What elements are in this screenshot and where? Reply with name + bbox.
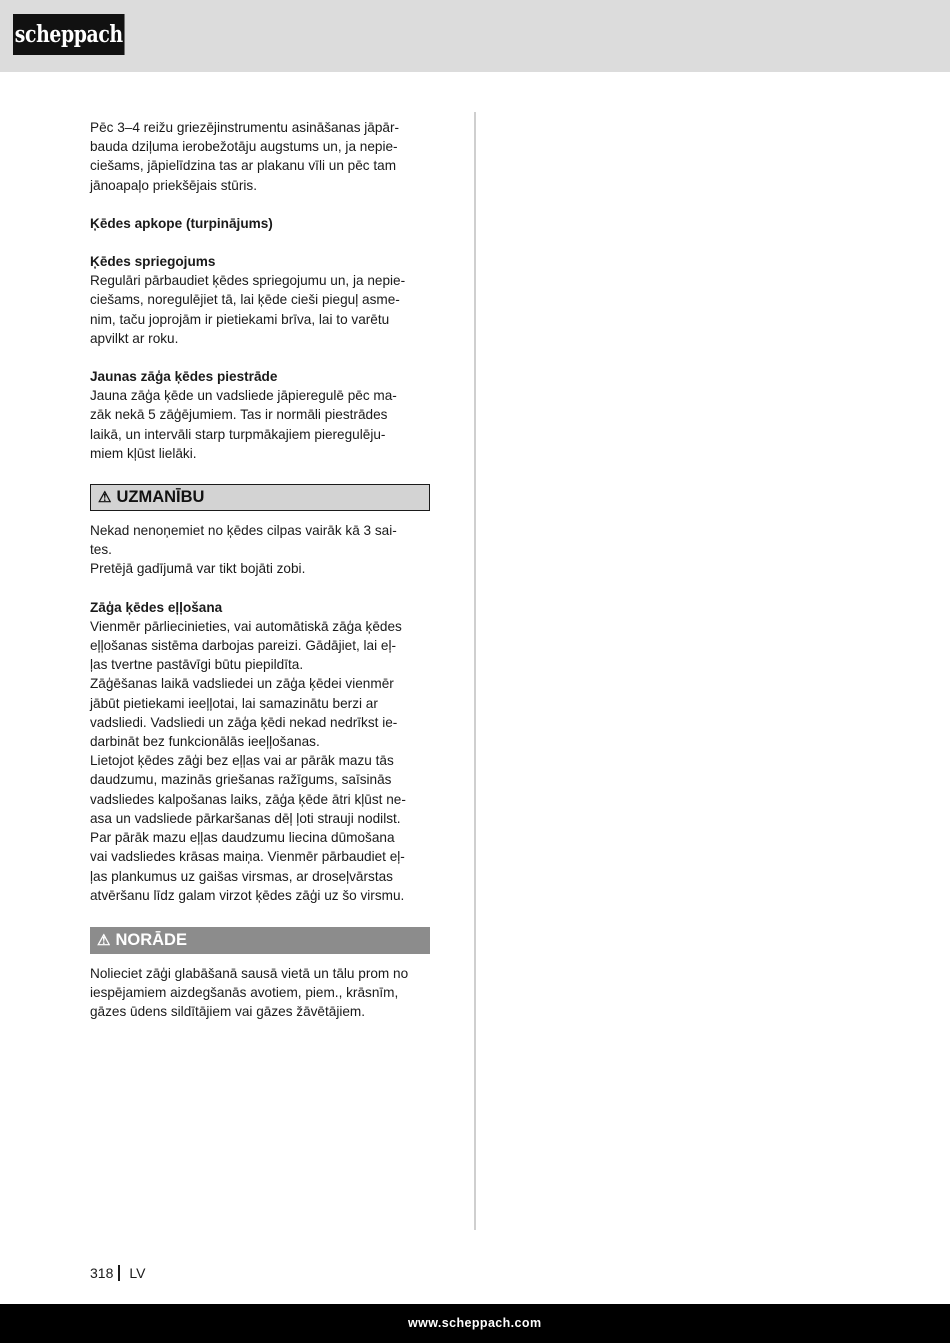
breakin-paragraph: Jauna zāģa ķēde un vadsliede jāpieregulē pēc ma- zāk nekā 5 zāģējumiem. Tas ir normāli piestrādes laikā, un intervāli starp turpmākajiem pieregulēju- miem kļūst lielāki. <box>90 388 397 461</box>
page-number: 318 <box>90 1265 114 1281</box>
page-number-separator <box>118 1265 120 1281</box>
note-label: NORĀDE <box>115 930 187 949</box>
main-column <box>90 118 430 1022</box>
website-url: www.scheppach.com <box>408 1316 542 1330</box>
note-paragraph: Nolieciet zāģi glabāšanā sausā vietā un tālu prom no iespējamiem aizdegšanās avotiem, piem., krāsnīm, gāzes ūdens sildītājiem vai gāzes žāvētājiem. <box>90 965 409 1020</box>
warning-label: UZMANĪBU <box>116 487 205 506</box>
language-code: LV <box>129 1265 146 1281</box>
warning-triangle-icon: ⚠ <box>97 931 111 949</box>
section-title: Ķēdes apkope (turpinājums) <box>90 215 273 231</box>
tension-title: Ķēdes spriegojums <box>90 254 216 270</box>
lubrication-paragraph-3: Lietojot ķēdes zāģi bez eļļas vai ar pārāk mazu tās daudzumu, mazinās griešanas ražīgums, saīsinās vadsliedes kalpošanas laiks, zāģa ķēde ātri kļūst ne- asa un vadsliede pārkaršanas dēļ ļoti strauji nodilst. Par pārāk mazu eļļas daudzumu liecina dūmošana vai vadsliedes krāsas maiņa. Vienmēr pārbaudiet eļ- ļas plankumus uz gaišas virsmas, ar droseļvārstas atvēršanu līdz galam virzot ķēdes zāģi uz šo virsmu. <box>90 753 406 903</box>
page-header <box>0 0 950 72</box>
page-number-block <box>90 1264 145 1282</box>
page-footer <box>0 1304 950 1343</box>
warning-triangle-icon: ⚠ <box>98 488 112 506</box>
warning-paragraph: Nekad nenoņemiet no ķēdes cilpas vairāk kā 3 sai- tes. Pretējā gadījumā var tikt bojāti zobi. <box>90 523 397 577</box>
lubrication-paragraph-1: Vienmēr pārliecinieties, vai automātiskā zāģa ķēdes eļļošanas sistēma darbojas pareizi. Gādājiet, lai eļ- ļas tvertne pastāvīgi būtu piepildīta. <box>90 618 402 673</box>
lubrication-paragraph-2: Zāģēšanas laikā vadsliedei un zāģa ķēdei vienmēr jābūt pietiekami ieeļļotai, lai samazinātu berzi ar vadsliedi. Vadsliedi un zāģa ķēdi nekad nedrīkst ie- darbināt bez funkcionālās ieeļļošanas. <box>90 676 398 750</box>
note-banner <box>90 927 430 954</box>
breakin-title: Jaunas zāģa ķēdes piestrāde <box>90 369 278 385</box>
tension-paragraph: Regulāri pārbaudiet ķēdes spriegojumu un, ja nepie- ciešams, noregulējiet tā, lai ķēde cieši pieguļ asme- nim, taču joprojām ir pietiekami brīva, lai to varētu apvilkt ar roku. <box>90 273 406 346</box>
lubrication-title: Zāģa ķēdes eļļošana <box>90 599 223 615</box>
warning-banner <box>90 484 430 511</box>
column-divider <box>474 112 476 1230</box>
intro-paragraph: Pēc 3–4 reižu griezējinstrumentu asināšanas jāpār- bauda dziļuma ierobežotāju augstums un, ja nepie- ciešams, jāpielīdzina tas ar plakanu vīli un pēc tam jānoapaļo priekšējais stūris. <box>90 120 400 193</box>
scheppach-logo: scheppach <box>13 14 125 55</box>
